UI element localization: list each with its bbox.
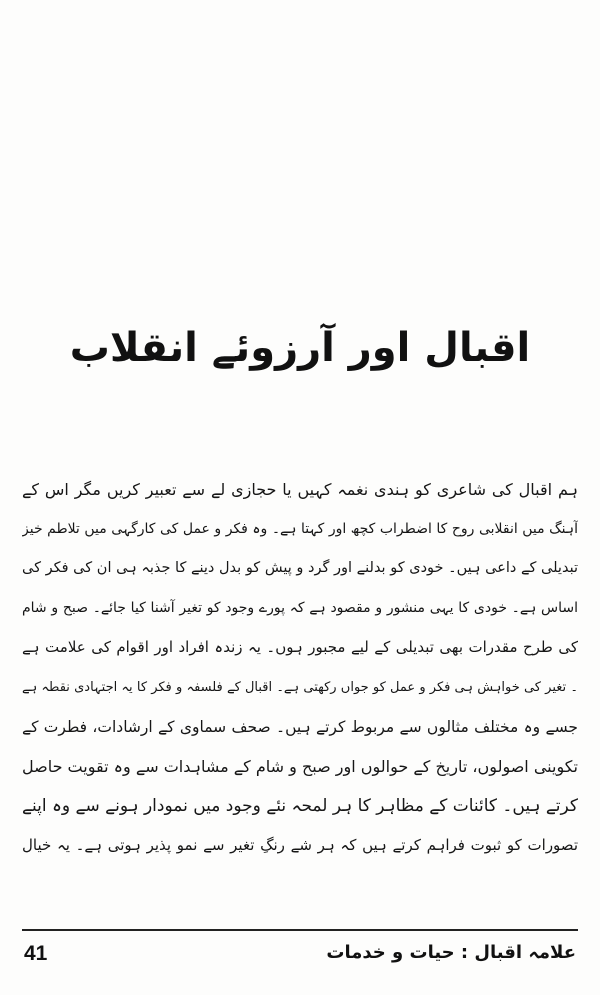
body-paragraph [22, 470, 578, 866]
text-line: کرتے ہیں۔ کائنات کے مظاہر کا ہر لمحہ نئے وجود میں نمودار ہونے سے وہ اپنے [22, 795, 578, 816]
running-head: علامہ اقبال : حیات و خدمات [326, 942, 576, 963]
text-line: ہم اقبال کی شاعری کو ہندی نغمہ کہیں یا حجازی لے سے تعبیر کریں مگر اس کے [22, 480, 578, 499]
text-line: جسے وہ مختلف مثالوں سے مربوط کرتے ہیں۔ صحف سماوی کے ارشادات، فطرت کے [22, 717, 578, 736]
text-line: آہنگ میں انقلابی روح کا اضطراب کچھ اور کہتا ہے۔ وہ فکر و عمل کی کارگہی میں تلاطم خیز [22, 520, 578, 537]
chapter-title: اقبال اور آرزوئے انقلاب [69, 325, 531, 371]
text-line: اساس ہے۔ خودی کا یہی منشور و مقصود ہے کہ پورے وجود کو تغیر آشنا کیا جائے۔ صبح و شام [22, 599, 578, 616]
text-line: تبدیلی کے داعی ہیں۔ خودی کو بدلنے اور گرد و پیش کو بدل دینے کا جذبہ ہی ان کی فکر کی [22, 560, 578, 577]
page-number: 41 [24, 942, 48, 965]
text-line: تکوینی اصولوں، تاریخ کے حوالوں اور صبح و شام کے مشاہدات سے وہ تقویت حاصل [22, 757, 578, 777]
text-line: ۔ تغیر کی خواہش ہی فکر و عمل کو جواں رکھتی ہے۔ اقبال کے فلسفہ و فکر کا یہ اجتہادی نقطہ ہے [22, 679, 578, 695]
text-line: کی طرح مقدرات بھی تبدیلی کے لیے مجبور ہوں۔ یہ زندہ افراد اور اقوام کی علامت ہے [22, 638, 578, 657]
footer-divider [22, 929, 578, 931]
text-line: تصورات کو ثبوت فراہم کرتے ہیں کہ ہر شے رنگِ تغیر سے نمو پذیر ہوتی ہے۔ یہ خیال [22, 836, 578, 855]
